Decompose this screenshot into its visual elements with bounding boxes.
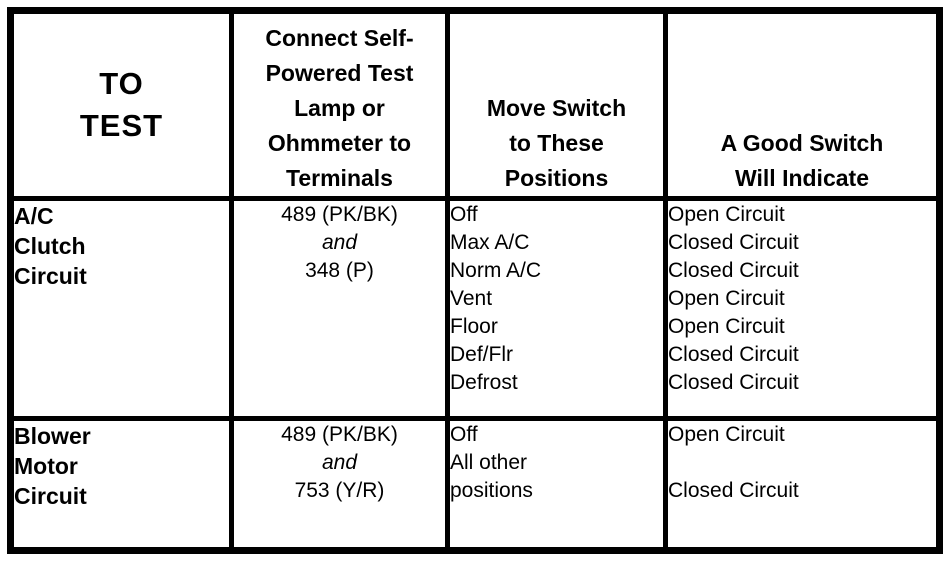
header-line: Lamp or — [294, 94, 385, 121]
header-line: Ohmmeter to — [267, 129, 412, 156]
cell-line — [668, 449, 936, 477]
header-line: Connect Self- — [265, 24, 414, 51]
cell-line: A/C — [14, 202, 54, 229]
header-line: Powered Test — [265, 59, 414, 86]
cell-indications — [666, 198, 940, 418]
cell-line: Floor — [450, 314, 498, 338]
header-cell-terminals — [232, 11, 448, 199]
cell-line: Closed Circuit — [668, 478, 799, 502]
cell-line: Defrost — [450, 370, 518, 394]
header-line: A Good Switch — [720, 129, 884, 156]
cell-line: Norm A/C — [450, 258, 542, 282]
header-line: Terminals — [286, 164, 393, 191]
cell-line: Off — [450, 422, 478, 446]
cell-terminals — [232, 418, 448, 550]
table-row-blower-motor — [11, 418, 940, 550]
cell-line: Open Circuit — [668, 202, 785, 226]
cell-line: Def/Flr — [450, 342, 513, 366]
cell-line: 489 (PK/BK) — [281, 202, 398, 226]
header-line: Positions — [504, 164, 609, 191]
cell-to-test — [11, 198, 232, 418]
header-line: to These — [509, 129, 604, 156]
cell-line: Vent — [450, 286, 493, 310]
cell-indications — [666, 418, 940, 550]
cell-positions — [448, 418, 666, 550]
header-line: Will Indicate — [735, 164, 869, 191]
cell-line: Open Circuit — [668, 286, 785, 310]
cell-line: Open Circuit — [668, 422, 785, 446]
cell-terminals — [232, 198, 448, 418]
cell-line: 753 (Y/R) — [294, 478, 385, 502]
cell-line: positions — [450, 478, 533, 502]
cell-line: Blower — [14, 422, 91, 449]
switch-test-table — [7, 7, 943, 554]
header-line: TO — [99, 65, 144, 101]
cell-line: Max A/C — [450, 230, 530, 254]
cell-line: 489 (PK/BK) — [281, 422, 398, 446]
cell-line: Open Circuit — [668, 314, 785, 338]
cell-line: and — [321, 230, 358, 254]
cell-line: Clutch — [14, 232, 86, 259]
header-cell-to-test — [11, 11, 232, 199]
cell-line: Circuit — [14, 482, 87, 509]
cell-positions — [448, 198, 666, 418]
cell-line: Circuit — [14, 262, 87, 289]
cell-line: Closed Circuit — [668, 370, 799, 394]
header-line: TEST — [79, 107, 164, 143]
header-cell-positions — [448, 11, 666, 199]
cell-line: Closed Circuit — [668, 258, 799, 282]
table-row-ac-clutch — [11, 198, 940, 418]
header-row — [11, 11, 940, 199]
cell-line: Closed Circuit — [668, 230, 799, 254]
header-cell-indication — [666, 11, 940, 199]
cell-line: Motor — [14, 452, 78, 479]
cell-to-test — [11, 418, 232, 550]
cell-line: 348 (P) — [305, 258, 374, 282]
cell-line: Off — [450, 202, 478, 226]
cell-line: Closed Circuit — [668, 342, 799, 366]
cell-line: All other — [450, 450, 528, 474]
header-line: Move Switch — [486, 94, 627, 121]
cell-line: and — [321, 450, 358, 474]
